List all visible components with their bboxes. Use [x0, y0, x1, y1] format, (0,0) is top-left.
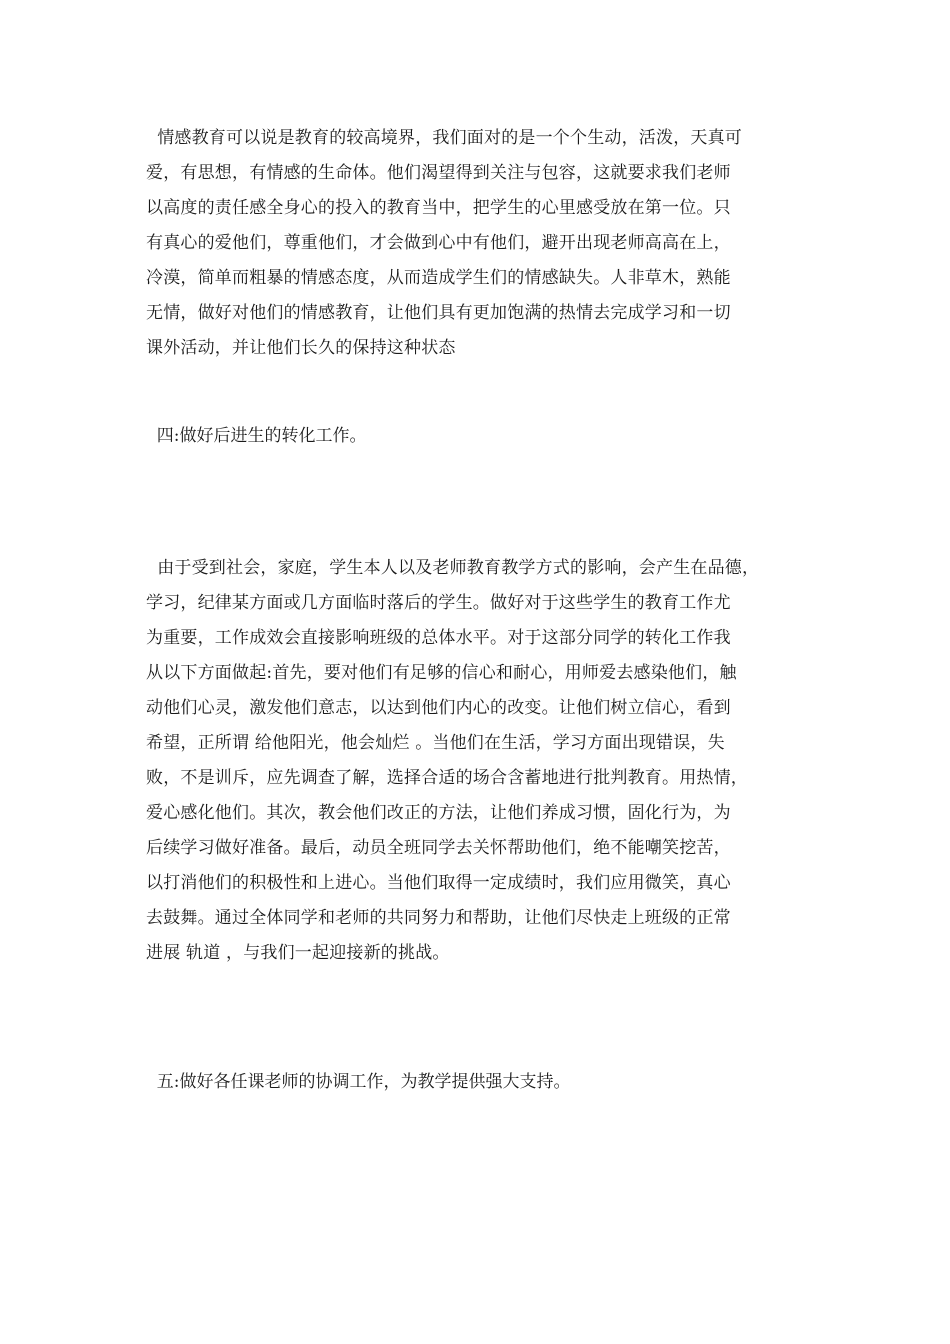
paragraph-line: 以打消他们的积极性和上进心。当他们取得一定成绩时，我们应用微笑，真心 — [146, 873, 731, 893]
paragraph-line: 由于受到社会，家庭，学生本人以及老师教育教学方式的影响，会产生在品德， — [146, 558, 760, 578]
paragraph-line: 爱，有思想，有情感的生命体。他们渴望得到关注与包容，这就要求我们老师 — [146, 163, 731, 183]
paragraph-line: 课外活动，并让他们长久的保持这种状态 — [146, 338, 456, 358]
paragraph-line: 以高度的责任感全身心的投入的教育当中，把学生的心里感受放在第一位。只 — [146, 198, 731, 218]
section-heading-5: 五:做好各任课老师的协调工作，为教学提供强大支持。 — [146, 1072, 571, 1092]
paragraph-line: 为重要，工作成效会直接影响班级的总体水平。对于这部分同学的转化工作我 — [146, 628, 731, 648]
paragraph-line: 爱心感化他们。其次，教会他们改正的方法，让他们养成习惯，固化行为，为 — [146, 803, 731, 823]
paragraph-line: 进展 轨道 ，与我们一起迎接新的挑战。 — [146, 943, 450, 963]
paragraph-line: 去鼓舞。通过全体同学和老师的共同努力和帮助，让他们尽快走上班级的正常 — [146, 908, 731, 928]
paragraph-line: 情感教育可以说是教育的较高境界，我们面对的是一个个生动，活泼，天真可 — [146, 128, 743, 148]
paragraph-line: 动他们心灵，激发他们意志，以达到他们内心的改变。让他们树立信心，看到 — [146, 698, 731, 718]
paragraph-line: 无情，做好对他们的情感教育，让他们具有更加饱满的热情去完成学习和一切 — [146, 303, 731, 323]
paragraph-line: 后续学习做好准备。最后，动员全班同学去关怀帮助他们，绝不能嘲笑挖苦， — [146, 838, 731, 858]
section-heading-4: 四:做好后进生的转化工作。 — [146, 426, 367, 446]
paragraph-line: 冷漠，简单而粗暴的情感态度，从而造成学生们的情感缺失。人非草木，熟能 — [146, 268, 731, 288]
paragraph-line: 从以下方面做起:首先，要对他们有足够的信心和耐心，用师爱去感染他们，触 — [146, 663, 737, 683]
paragraph-line: 希望，正所谓 给他阳光，他会灿烂 。当他们在生活，学习方面出现错误，失 — [146, 733, 725, 753]
paragraph-line: 学习，纪律某方面或几方面临时落后的学生。做好对于这些学生的教育工作尤 — [146, 593, 731, 613]
paragraph-line: 有真心的爱他们，尊重他们，才会做到心中有他们，避开出现老师高高在上， — [146, 233, 731, 253]
paragraph-line: 败，不是训斥，应先调查了解，选择合适的场合含蓄地进行批判教育。用热情， — [146, 768, 748, 788]
